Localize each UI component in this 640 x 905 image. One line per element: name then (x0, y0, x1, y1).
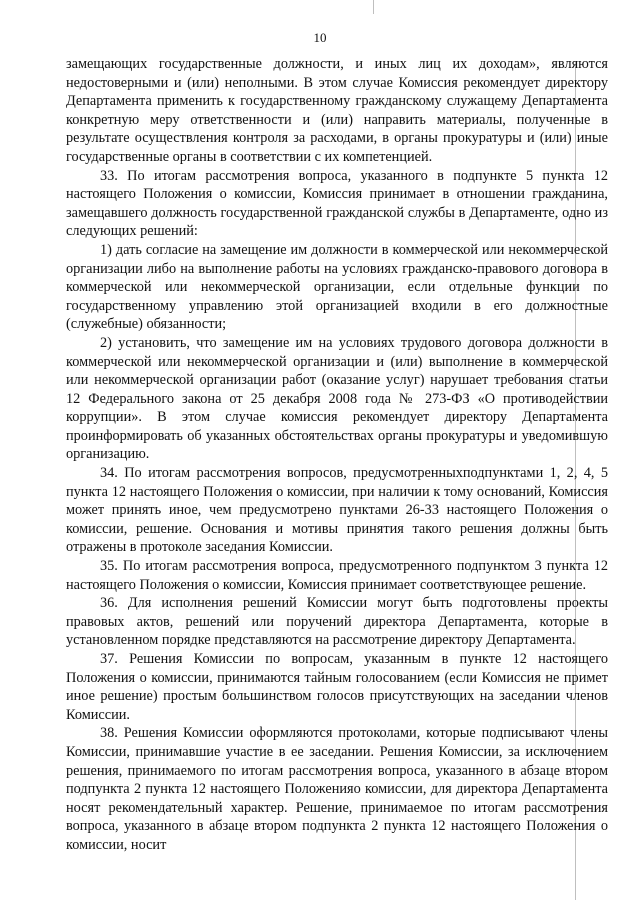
paragraph-33-item-2: 2) установить, что замещение им на условиях трудового договора должности в коммерческой или некоммерческой организации и (или) выполнение в коммерческой или некоммерческой организации работ (оказание услуг) нарушает требования статьи 12 Федерального закона от 25 декабря 2008 года № 273-ФЗ «О противодействии коррупции». В этом случае комиссия рекомендует директору Департамента проинформировать об указанных обстоятельствах органы прокуратуры и уведомившую организацию. (66, 334, 608, 463)
paragraph-34: 34. По итогам рассмотрения вопросов, предусмотренныхподпунктами 1, 2, 4, 5 пункта 12 настоящего Положения о комиссии, при наличии к тому оснований, Комиссия может принять иное, чем предусмотрено пунктами 26-33 настоящего Положения о комиссии, решение. Основания и мотивы принятия такого решения должны быть отражены в протоколе заседания Комиссии. (66, 465, 608, 556)
paragraph-35: 35. По итогам рассмотрения вопроса, предусмотренного подпунктом 3 пункта 12 настоящего Положения о комиссии, Комиссия принимает соответствующее решение. (66, 558, 608, 593)
paragraph-36: 36. Для исполнения решений Комиссии могут быть подготовлены проекты правовых актов, решений или поручений директора Департамента, которые в установленном порядке представляются на рассмотрение директору Департамента. (66, 595, 608, 649)
paragraph-38: 38. Решения Комиссии оформляются протоколами, которые подписывают члены Комиссии, принимавшие участие в ее заседании. Решения Комиссии, за исключением решения, принимаемого по итогам рассмотрения вопроса, указанного в абзаце втором подпункта 2 пункта 12 настоящего Положенияо комиссии, для директора Департамента носят рекомендательный характер. Решение, принимаемое по итогам рассмотрения вопроса, указанного в абзаце втором подпункта 2 пункта 12 настоящего Положения о комиссии, носит (66, 725, 608, 853)
paragraph-continuation: замещающих государственные должности, и иных лиц их доходам», являются недостоверными и (или) неполными. В этом случае Комиссия рекомендует директору Департамента применить к государственному гражданскому служащему Департамента конкретную меру ответственности и (или) направить материалы, полученные в результате осуществления контроля за расходами, в органы прокуратуры и (или) иные государственные органы в соответствии с их компетенцией. (66, 56, 608, 165)
paragraph-33: 33. По итогам рассмотрения вопроса, указанного в подпункте 5 пункта 12 настоящего Положения о комиссии, Комиссия принимает в отношении гражданина, замещавшего должность государственной гражданской службы в Департаменте, одно из следующих решений: (66, 167, 608, 240)
paragraph-37: 37. Решения Комиссии по вопросам, указанным в пункте 12 настоящего Положения о комиссии, принимаются тайным голосованием (если Комиссия не примет иное решение) простым большинством голосов присутствующих на заседании членов Комиссии. (66, 651, 608, 723)
document-body (66, 55, 608, 855)
page-number: 10 (313, 30, 327, 45)
scan-artifact-line (373, 0, 374, 14)
paragraph-33-item-1: 1) дать согласие на замещение им должности в коммерческой или некоммерческой организации либо на выполнение работы на условиях гражданско-правового договора в коммерческой или некоммерческой организации, если отдельные функции по государственному управлению этой организацией входили в его должностные (служебные) обязанности; (66, 241, 608, 333)
